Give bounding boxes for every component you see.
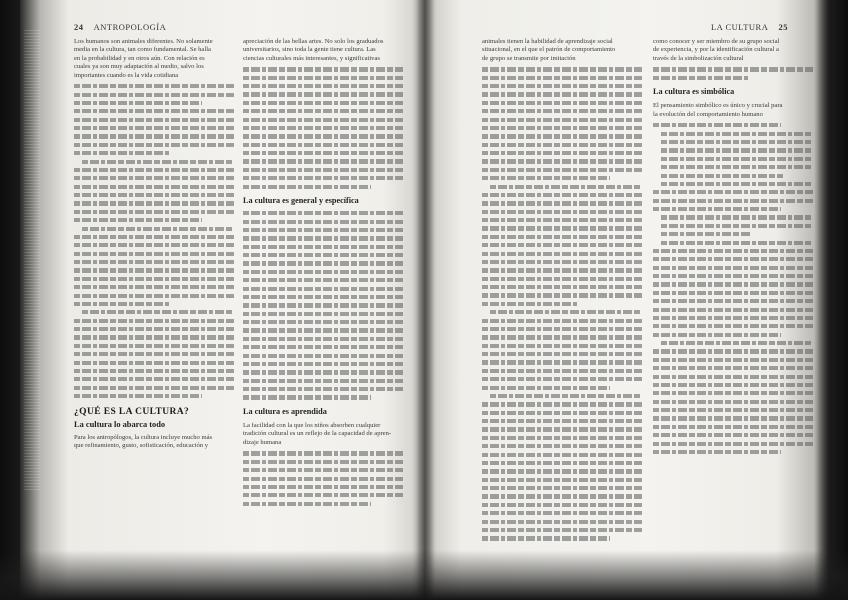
left-page-number: 24 (74, 22, 84, 32)
text-line: Los humanos son animales diferentes. No solamente (74, 38, 213, 45)
left-running-head (74, 22, 166, 32)
text-line: de grupo se transmite por imitación (482, 54, 576, 62)
scan-edge-right (814, 0, 848, 600)
section-heading-general-specific: La cultura es general y específica (243, 195, 359, 205)
text-line: importantes cuando es la vida cotidiana (74, 71, 179, 79)
text-line: dizaje humana (243, 438, 282, 446)
right-column-2 (653, 38, 813, 458)
section-heading-what-is-culture: ¿QUÉ ES LA CULTURA? (74, 407, 190, 418)
text-line: tradición cultural es un reflejo de la capacidad de apren- (243, 430, 392, 438)
block-quote (661, 215, 813, 236)
text-line: ciencias culturales más interesantes, y significativas (243, 54, 380, 62)
left-running-title: ANTROPOLOGÍA (93, 22, 167, 32)
text-line: El pensamiento simbólico es único y crucial para (653, 102, 783, 110)
text-line: universitarios, sino toda la gente tiene cultura. Las (243, 46, 376, 54)
right-running-head (711, 22, 788, 32)
scan-bottom-shadow (0, 550, 848, 600)
section-heading-symbolic: La cultura es simbólica (653, 86, 735, 96)
subheading-culture-encompasses: La cultura lo abarca todo (74, 419, 166, 429)
left-column-1 (74, 38, 234, 451)
left-column-2 (243, 38, 403, 510)
text-line: cuales ya son muy adaptación al medio, salvo los (74, 63, 204, 71)
book-gutter (416, 0, 434, 600)
section-heading-learned: La cultura es aprendida (243, 406, 327, 416)
scan-noise (24, 30, 40, 490)
text-line: través de la simbolización cultural (653, 54, 744, 62)
text-line: que refinamiento, gusto, sofisticación, educación y (74, 442, 209, 450)
right-page-number: 25 (778, 22, 788, 32)
text-line: como conocer y ser miembro de su grupo social (653, 38, 780, 45)
text-line: animales tienen la habilidad de aprendizaje social (482, 38, 613, 45)
text-line: La facilidad con la que los niños absorben cualquier (243, 422, 381, 430)
right-running-title: LA CULTURA (710, 22, 768, 32)
text-line: en la probabilidad y en otros aún. Con relación es (74, 54, 205, 62)
text-line: de experiencia, y por la identificación cultural a (653, 46, 779, 54)
text-line: la evolución del comportamiento humano (653, 110, 763, 118)
text-line: Para los antropólogos, la cultura incluye mucho más (74, 434, 213, 442)
text-line: media en la cultura, tan como fundamental. Se halla (74, 46, 211, 54)
right-column-1 (482, 38, 642, 545)
text-line: situacional, en el que el patrón de comportamiento (482, 46, 616, 54)
text-line: apreciación de las bellas artes. No solo los graduados (243, 38, 384, 45)
block-quote (661, 132, 813, 178)
